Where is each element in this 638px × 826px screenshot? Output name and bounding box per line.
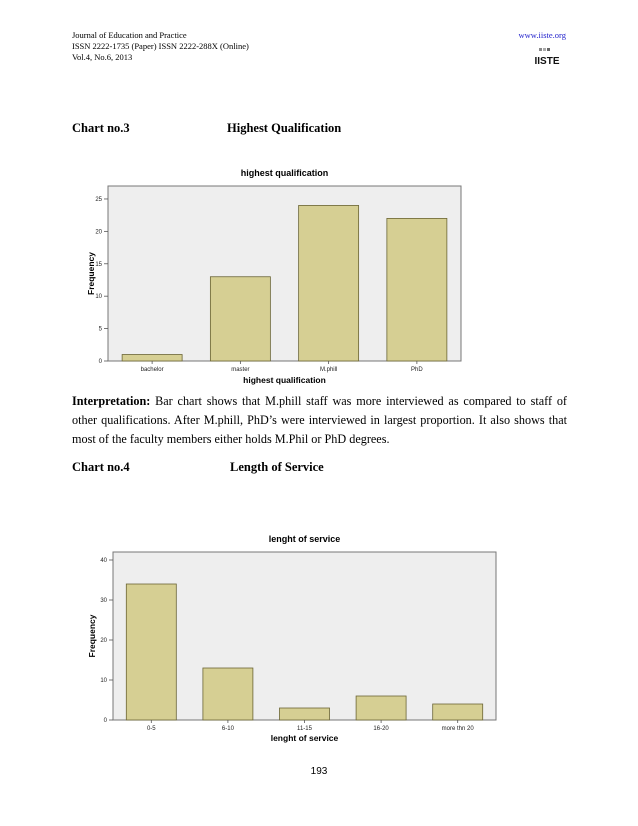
y-tick-label: 30 bbox=[100, 598, 107, 604]
y-tick-label: 10 bbox=[100, 678, 107, 684]
y-axis-label: Frequency bbox=[87, 614, 97, 658]
iiste-logo bbox=[534, 47, 560, 67]
chart-title: lenght of service bbox=[268, 534, 341, 544]
bar bbox=[433, 704, 483, 720]
y-tick-label: 10 bbox=[95, 294, 102, 301]
bar bbox=[126, 584, 176, 720]
x-tick-label: 16-20 bbox=[373, 726, 389, 732]
x-tick-label: master bbox=[231, 367, 250, 373]
page-number: 193 bbox=[310, 766, 328, 777]
x-tick-label: 6-10 bbox=[221, 726, 234, 732]
chart4-heading: Length of Service bbox=[230, 460, 324, 474]
interpretation-paragraph bbox=[72, 392, 567, 449]
interpretation-lead: Interpretation: bbox=[72, 394, 151, 408]
y-tick-label: 15 bbox=[95, 261, 102, 268]
bar bbox=[356, 696, 406, 720]
chart3-label: Chart no.3 bbox=[72, 121, 130, 135]
y-tick-label: 0 bbox=[103, 718, 107, 724]
x-tick-label: more thn 20 bbox=[441, 726, 474, 732]
x-tick-label: bachelor bbox=[140, 367, 164, 373]
bar bbox=[299, 205, 359, 361]
x-tick-label: 0-5 bbox=[146, 726, 156, 732]
y-tick-label: 20 bbox=[95, 229, 102, 236]
y-tick-label: 0 bbox=[98, 359, 102, 365]
chart4-label: Chart no.4 bbox=[72, 460, 130, 474]
journal-name: Journal of Education and Practice bbox=[72, 30, 187, 40]
y-tick-label: 5 bbox=[98, 326, 102, 333]
bar bbox=[210, 277, 270, 361]
x-axis-label: lenght of service bbox=[270, 733, 339, 743]
bar bbox=[122, 355, 182, 361]
volume-line: Vol.4, No.6, 2013 bbox=[72, 52, 133, 62]
bar bbox=[387, 218, 447, 361]
chart-title: highest qualification bbox=[240, 168, 329, 178]
highest-qualification-chart bbox=[85, 162, 465, 387]
x-tick-label: PhD bbox=[411, 367, 423, 373]
y-axis-label: Frequency bbox=[86, 252, 96, 295]
y-tick-label: 20 bbox=[100, 638, 107, 644]
bar bbox=[280, 708, 330, 720]
issn-line: ISSN 2222-1735 (Paper) ISSN 2222-288X (Online) bbox=[72, 41, 249, 51]
y-tick-label: 25 bbox=[95, 196, 102, 203]
y-tick-label: 40 bbox=[100, 558, 107, 564]
interpretation-text: Bar chart shows that M.phill staff was more interviewed as compared to staff of other qualifications. After M.phill, PhD’s were interviewed in largest proportion. It also shows that most of the faculty members either holds M.Phil or PhD degrees. bbox=[72, 394, 567, 446]
x-tick-label: 11-15 bbox=[297, 726, 312, 732]
chart3-heading: Highest Qualification bbox=[227, 121, 342, 135]
bar bbox=[203, 668, 253, 720]
length-of-service-chart bbox=[85, 530, 500, 745]
x-tick-label: M.phill bbox=[319, 367, 338, 373]
x-axis-label: highest qualification bbox=[243, 375, 326, 385]
svg-text:IISTE: IISTE bbox=[534, 56, 560, 67]
website-link[interactable]: www.iiste.org bbox=[518, 30, 566, 40]
